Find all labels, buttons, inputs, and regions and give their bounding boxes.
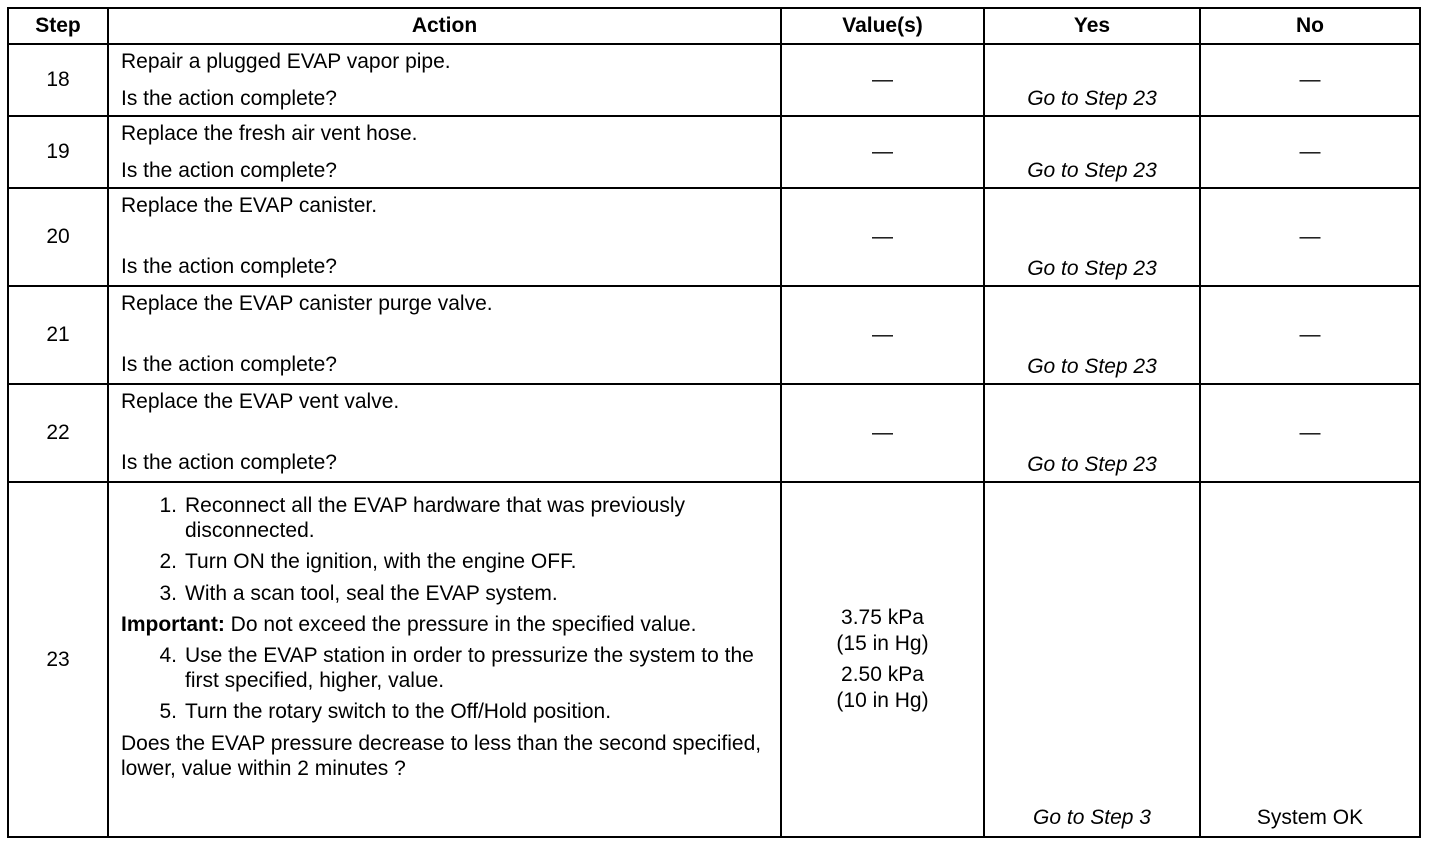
table-row — [8, 188, 1420, 286]
step-number: 23 — [8, 482, 108, 837]
table-row — [8, 44, 1420, 116]
list-item: 2. Turn ON the ignition, with the engine OFF. — [159, 550, 577, 574]
action-text: Repair a plugged EVAP vapor pipe. — [121, 50, 451, 73]
no-cell: System OK — [1200, 482, 1420, 837]
step-number: 18 — [8, 44, 108, 116]
yes-cell: Go to Step 3 — [984, 482, 1200, 837]
value-cell: — — [781, 286, 984, 384]
step-number: 19 — [8, 116, 108, 188]
no-cell: — — [1200, 286, 1420, 384]
table-row — [8, 384, 1420, 482]
action-text: Replace the EVAP vent valve. — [121, 390, 400, 413]
action-question: Is the action complete? — [121, 158, 337, 182]
yes-cell: Go to Step 23 — [984, 384, 1200, 482]
action-question: Is the action complete? — [121, 254, 337, 278]
step-number: 21 — [8, 286, 108, 384]
no-cell: — — [1200, 384, 1420, 482]
action-text: Replace the EVAP canister purge valve. — [121, 292, 493, 315]
step-number: 22 — [8, 384, 108, 482]
list-item: 4. Use the EVAP station in order to pressurize the system to the first specified, higher, value. — [159, 643, 754, 693]
value-cell: — — [781, 116, 984, 188]
table-row — [8, 286, 1420, 384]
header-values: Value(s) — [781, 8, 984, 44]
yes-cell: Go to Step 23 — [984, 286, 1200, 384]
table-row — [8, 482, 1420, 837]
action-cell — [108, 482, 781, 837]
action-question: Is the action complete? — [121, 86, 337, 110]
no-cell: — — [1200, 44, 1420, 116]
action-text: Replace the EVAP canister. — [121, 194, 378, 217]
table-row — [8, 116, 1420, 188]
procedure-list — [121, 493, 772, 606]
no-cell: — — [1200, 188, 1420, 286]
action-cell — [108, 188, 781, 286]
value-cell: — — [781, 188, 984, 286]
yes-cell: Go to Step 23 — [984, 188, 1200, 286]
important-text: Do not exceed the pressure in the specified value. — [224, 612, 697, 636]
list-item: 5. Turn the rotary switch to the Off/Hold position. — [159, 700, 612, 724]
header-row — [8, 8, 1420, 44]
value-cell: — — [781, 384, 984, 482]
value-1: 3.75 kPa (15 in Hg) — [836, 606, 929, 656]
value-cell: — — [781, 44, 984, 116]
no-cell: — — [1200, 116, 1420, 188]
action-cell — [108, 116, 781, 188]
list-item: 1. Reconnect all the EVAP hardware that was previously disconnected. — [159, 494, 685, 543]
diagnostic-table — [7, 7, 1421, 838]
header-no: No — [1200, 8, 1420, 44]
yes-cell: Go to Step 23 — [984, 44, 1200, 116]
header-action: Action — [108, 8, 781, 44]
action-question: Is the action complete? — [121, 352, 337, 376]
list-item: 3. With a scan tool, seal the EVAP system. — [159, 581, 558, 605]
action-cell — [108, 384, 781, 482]
step-number: 20 — [8, 188, 108, 286]
action-cell — [108, 286, 781, 384]
header-step: Step — [8, 8, 108, 44]
value-cell — [781, 482, 984, 837]
procedure-list — [121, 643, 772, 725]
yes-cell: Go to Step 23 — [984, 116, 1200, 188]
important-note — [121, 612, 772, 637]
action-cell — [108, 44, 781, 116]
action-question: Does the EVAP pressure decrease to less than the second specified, lower, value within 2 minutes ? — [121, 731, 762, 780]
header-yes: Yes — [984, 8, 1200, 44]
action-question: Is the action complete? — [121, 450, 337, 474]
value-2: 2.50 kPa (10 in Hg) — [836, 662, 929, 712]
action-text: Replace the fresh air vent hose. — [121, 122, 418, 145]
important-label: Important: — [121, 612, 225, 636]
